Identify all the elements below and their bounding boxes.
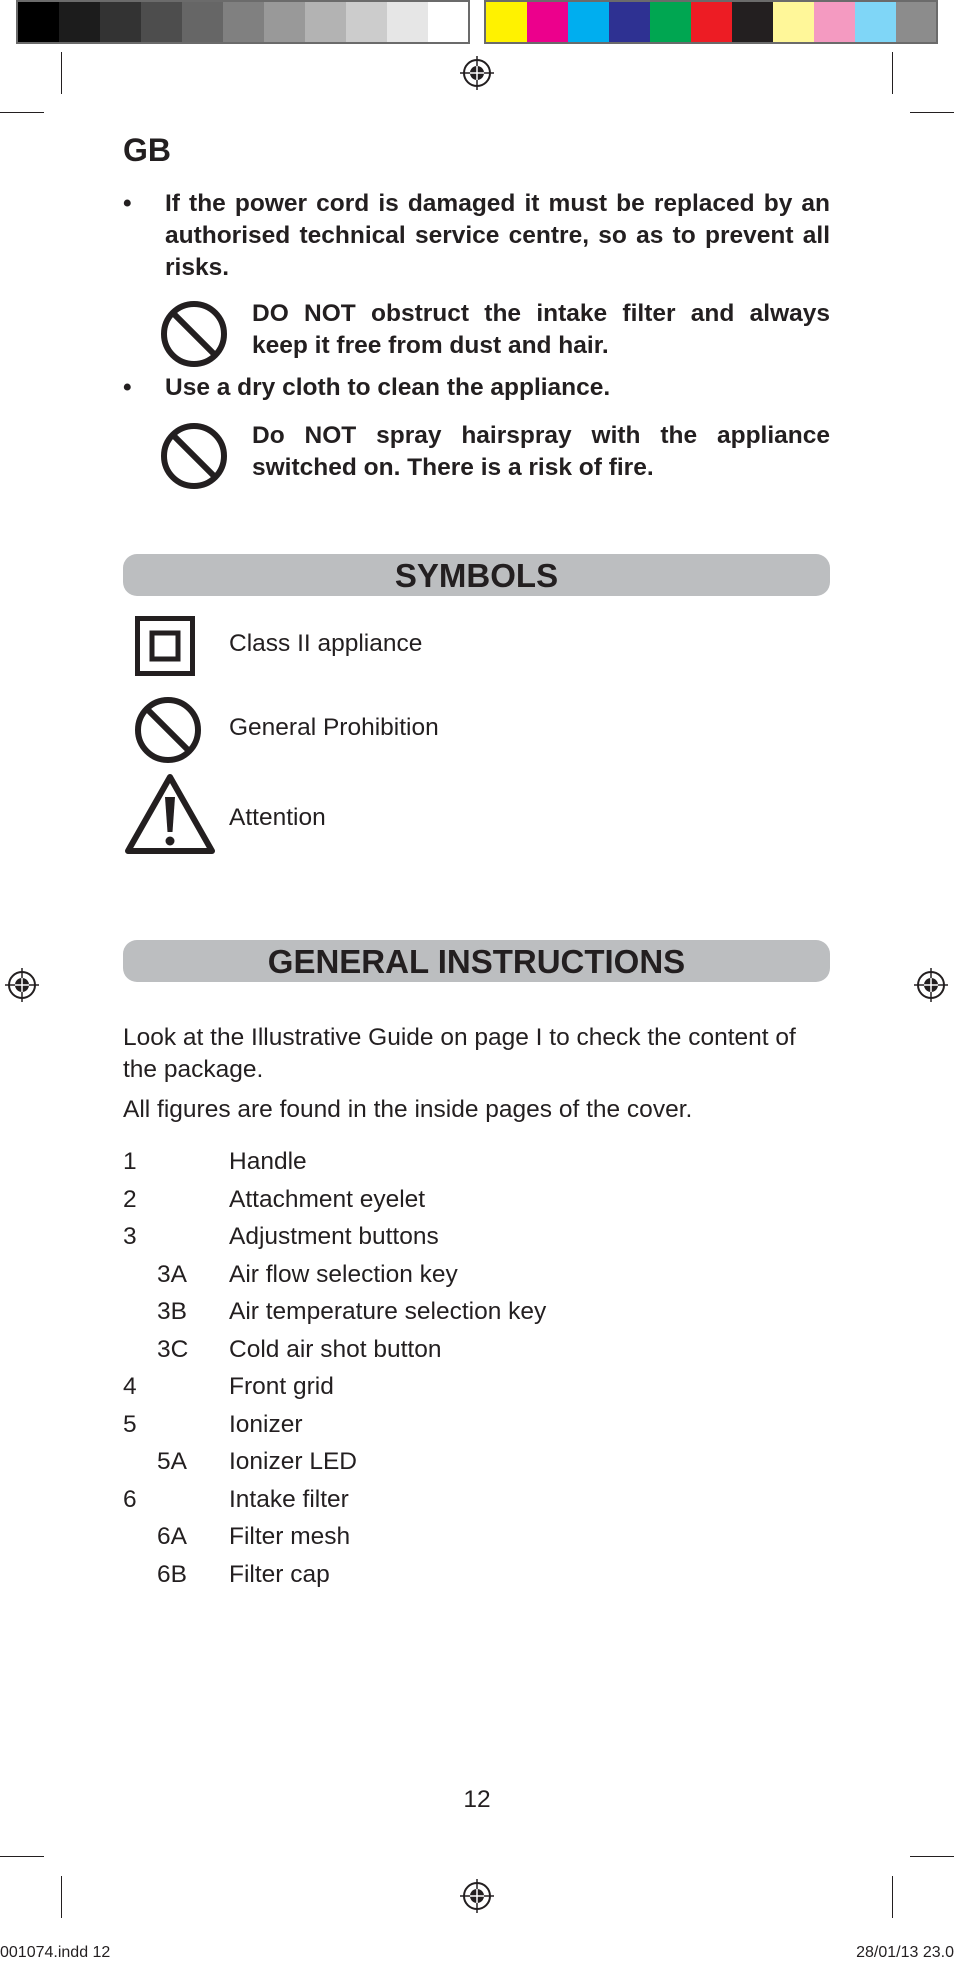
color-swatch [568, 2, 609, 42]
part-number: 3A [157, 1260, 187, 1288]
crop-mark [0, 112, 44, 113]
warning-text: Do NOT spray hairspray with the appliance switched on. There is a risk of fire. [252, 422, 830, 481]
general-instructions-heading: GENERAL INSTRUCTIONS [123, 940, 830, 982]
part-number: 6B [157, 1560, 187, 1588]
bullet-text: Use a dry cloth to clean the appliance. [165, 374, 611, 401]
parts-list [123, 1148, 830, 1598]
part-label: Ionizer LED [229, 1448, 358, 1475]
part-item [123, 1148, 830, 1186]
warning-item [160, 420, 830, 484]
gray-swatch [428, 2, 468, 42]
part-label: Filter cap [229, 1560, 330, 1588]
registration-mark-icon [914, 968, 948, 1002]
prohibition-icon [160, 422, 228, 490]
part-item [123, 1223, 830, 1261]
crop-mark [61, 1876, 62, 1918]
crop-mark [910, 1856, 954, 1857]
language-code: GB [123, 132, 171, 168]
part-label: Cold air shot button [229, 1335, 442, 1363]
part-number: 3B [157, 1298, 187, 1325]
registration-mark-icon [5, 968, 39, 1002]
part-item [123, 1336, 830, 1374]
instruction-paragraph: Look at the Illustrative Guide on page I to check the content of the package. [123, 1024, 796, 1083]
part-label: Ionizer [229, 1410, 303, 1438]
symbol-label: Class II appliance [229, 630, 423, 657]
symbol-item [123, 694, 830, 774]
color-swatch [527, 2, 568, 42]
part-item [123, 1411, 830, 1449]
part-item [123, 1261, 830, 1299]
gray-swatch [223, 2, 264, 42]
warning-text: DO NOT obstruct the intake filter and always keep it free from dust and hair. [252, 300, 830, 359]
part-number: 6A [157, 1523, 187, 1550]
gray-swatch [182, 2, 223, 42]
part-label: Attachment eyelet [229, 1185, 426, 1213]
process-colour-bar [484, 0, 938, 44]
slug-date-info: 28/01/13 23.0 [856, 1944, 954, 1961]
part-number: 3 [123, 1223, 137, 1250]
part-label: Handle [229, 1148, 307, 1175]
bullet-item [123, 188, 830, 284]
page-number: 12 [463, 1786, 491, 1813]
slug-file-info: 001074.indd 12 [0, 1944, 111, 1961]
part-number: 5 [123, 1410, 137, 1438]
color-swatch [609, 2, 650, 42]
crop-mark [910, 112, 954, 113]
color-swatch [691, 2, 732, 42]
part-label: Air flow selection key [229, 1260, 458, 1288]
crop-mark [61, 52, 62, 94]
bullet-item [123, 372, 830, 404]
grayscale-colour-bar [16, 0, 470, 44]
registration-mark-icon [460, 1879, 494, 1913]
crop-mark [892, 52, 893, 94]
prohibition-icon [160, 300, 228, 368]
part-item [123, 1186, 830, 1224]
symbol-label: Attention [229, 804, 326, 831]
part-number: 2 [123, 1185, 137, 1213]
gray-swatch [346, 2, 387, 42]
part-label: Intake filter [229, 1485, 349, 1513]
symbol-item [123, 772, 830, 852]
part-item [123, 1561, 830, 1599]
color-swatch [896, 2, 936, 42]
warning-item [160, 298, 830, 362]
color-swatch [814, 2, 855, 42]
part-number: 6 [123, 1485, 137, 1513]
color-swatch [732, 2, 773, 42]
part-label: Front grid [229, 1373, 334, 1400]
attention-icon [123, 772, 217, 856]
bullet-dot: • [123, 374, 132, 401]
color-swatch [486, 2, 527, 42]
symbol-label: General Prohibition [229, 714, 439, 741]
part-label: Air temperature selection key [229, 1298, 547, 1325]
part-item [123, 1298, 830, 1336]
gray-swatch [305, 2, 346, 42]
bullet-dot: • [123, 190, 132, 217]
symbols-heading: SYMBOLS [123, 554, 830, 596]
part-item [123, 1448, 830, 1486]
part-label: Adjustment buttons [229, 1223, 439, 1250]
part-item [123, 1373, 830, 1411]
part-item [123, 1523, 830, 1561]
symbol-item [123, 612, 830, 692]
prohibition-icon [134, 696, 202, 764]
gray-swatch [141, 2, 182, 42]
part-item [123, 1486, 830, 1524]
gray-swatch [59, 2, 100, 42]
crop-mark [0, 1856, 44, 1857]
gray-swatch [264, 2, 305, 42]
color-swatch [773, 2, 814, 42]
gray-swatch [387, 2, 428, 42]
gray-swatch [18, 2, 59, 42]
instruction-paragraph: All figures are found in the inside pages of the cover. [123, 1096, 693, 1123]
part-number: 1 [123, 1148, 137, 1175]
registration-mark-icon [460, 56, 494, 90]
part-label: Filter mesh [229, 1523, 351, 1550]
gray-swatch [100, 2, 141, 42]
crop-mark [892, 1876, 893, 1918]
color-swatch [855, 2, 896, 42]
part-number: 3C [157, 1335, 189, 1363]
bullet-text: If the power cord is damaged it must be replaced by an authorised technical service centre, so as to prevent all risks. [165, 190, 830, 281]
class-ii-icon [135, 616, 195, 676]
color-swatch [650, 2, 691, 42]
part-number: 4 [123, 1373, 137, 1400]
part-number: 5A [157, 1448, 187, 1475]
